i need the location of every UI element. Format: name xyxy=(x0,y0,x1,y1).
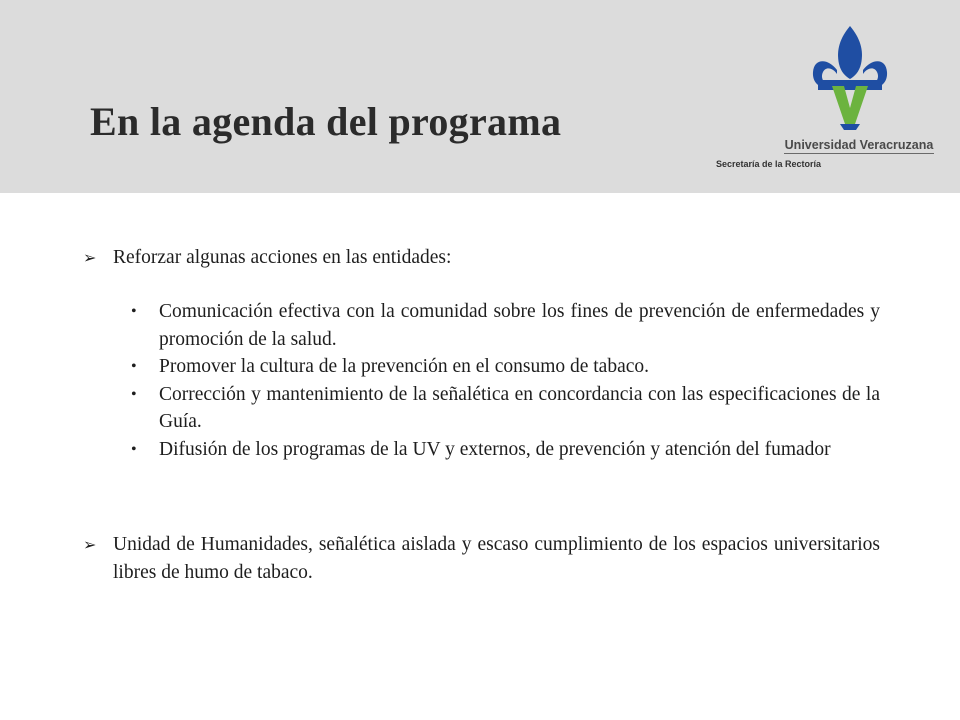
office-label: Secretaría de la Rectoría xyxy=(716,159,822,169)
arrow-bullet-icon: ➢ xyxy=(83,248,97,267)
list-item xyxy=(0,436,960,464)
bullet-list xyxy=(0,298,960,463)
list-item-text: Corrección y mantenimiento de la señalética en concordancia con las especificaciones de la Guía. xyxy=(159,383,880,432)
arrow-bullet-icon: ➢ xyxy=(83,535,97,554)
bullet-dot-icon: • xyxy=(131,385,137,403)
list-item xyxy=(0,353,960,381)
list-item-text: Comunicación efectiva con la comunidad sobre los fines de prevención de enfermedades y promoción de la salud. xyxy=(159,301,880,350)
university-divider xyxy=(784,153,934,154)
slide-title: En la agenda del programa xyxy=(90,99,562,144)
uv-fleur-de-lis-logo-icon xyxy=(810,24,890,132)
arrow-item-text: Reforzar algunas acciones en las entidades: xyxy=(113,247,452,268)
list-item-text: Promover la cultura de la prevención en el consumo de tabaco. xyxy=(159,356,650,377)
bullet-dot-icon: • xyxy=(131,358,137,375)
list-item xyxy=(0,381,960,436)
bullet-dot-icon: • xyxy=(131,440,137,458)
list-item-text: Difusión de los programas de la UV y externos, de prevención y atención del fumador xyxy=(159,438,831,460)
bullet-dot-icon: • xyxy=(131,303,137,320)
arrow-item-text: Unidad de Humanidades, señalética aislada y escaso cumplimiento de los espacios universitarios libres de humo de tabaco. xyxy=(113,534,880,583)
university-name: Universidad Veracruzana xyxy=(784,138,934,152)
list-item xyxy=(0,298,960,353)
